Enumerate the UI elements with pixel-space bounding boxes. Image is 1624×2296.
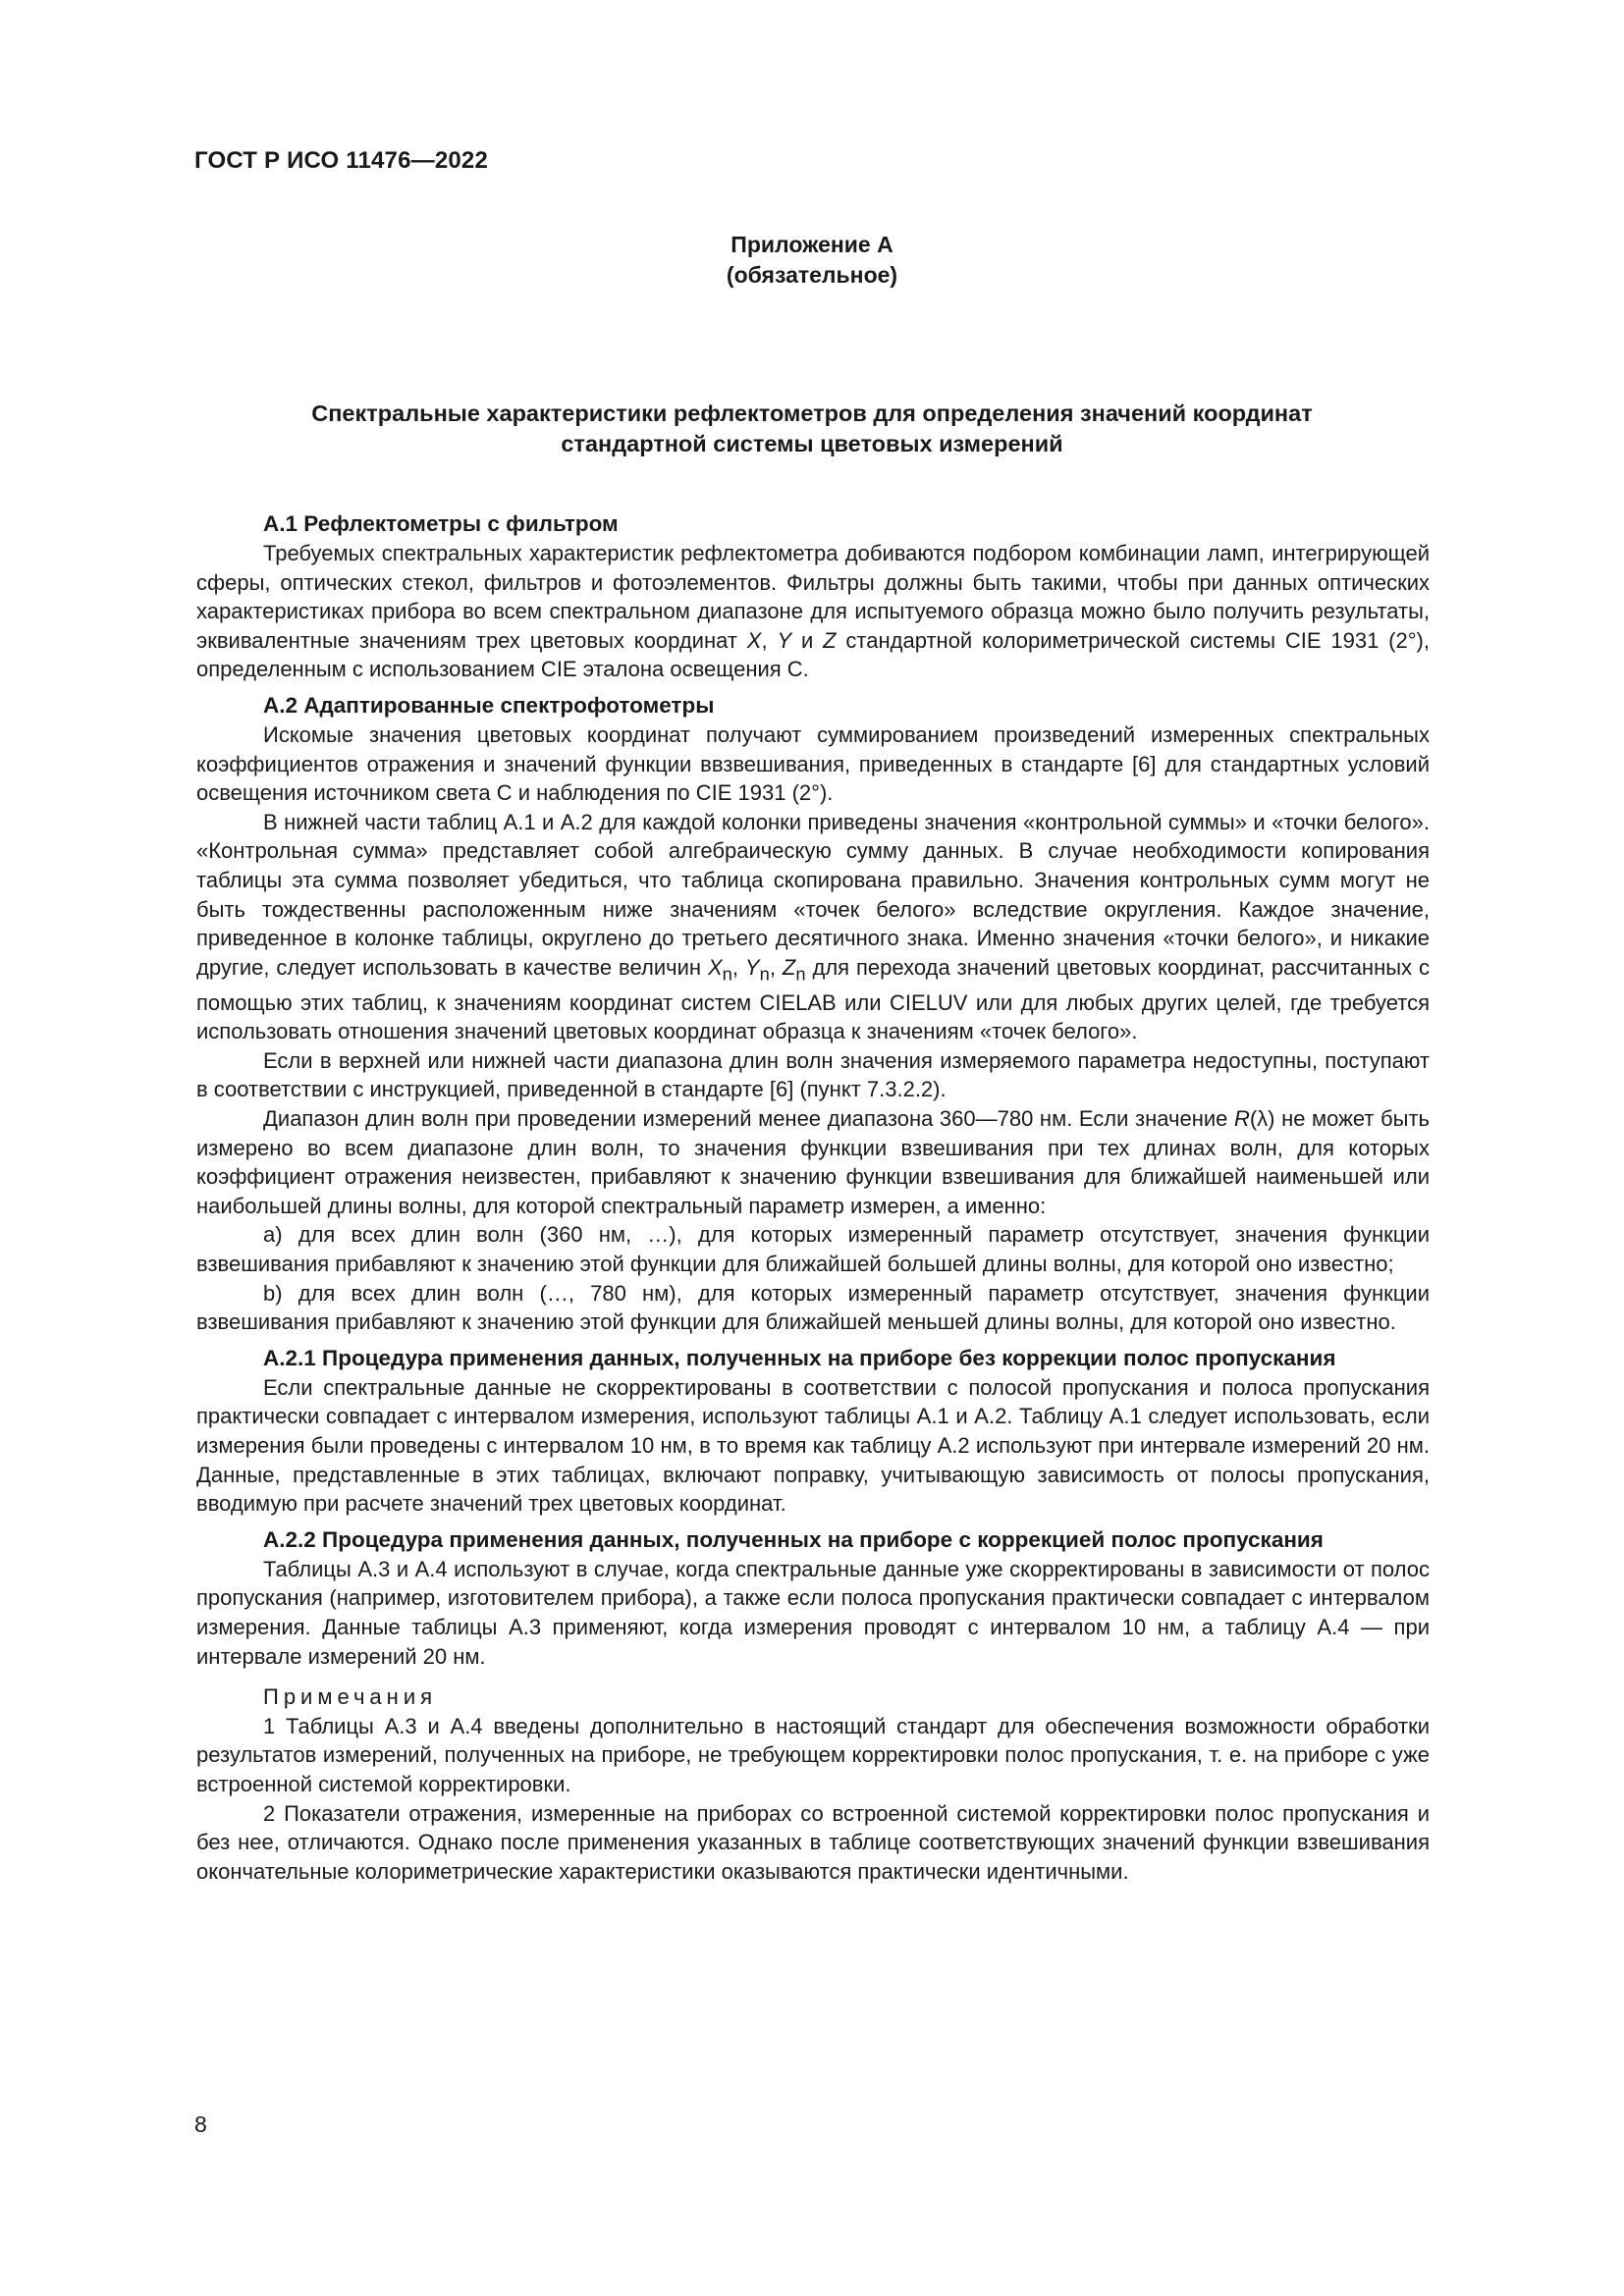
section-a2-paragraph-2: [196, 808, 1430, 1046]
text-span: Требуемых спектральных характеристик рефлектометра добиваются подбором комбинации ламп, интегрирующей сферы, оптических стекол, фильтров и фотоэлементов. Фильтры должны быть такими, чтобы при данных оптических характеристиках прибора во всем спектральном диапазоне для испытуемого образца можно было получить результаты, эквивалентные значениям трех цветовых координат: [196, 541, 1430, 653]
text-span: для перехода значений цветовых координат, рассчитанных с помощью этих таблиц, к значениям координат систем CIELAB или CIELUV или для любых других целей, где требуется использовать отношения значений цветовых координат образца к значениям «точек белого».: [196, 954, 1430, 1044]
text-span: и: [791, 627, 824, 653]
section-a2-paragraph-3: Если в верхней или нижней части диапазона длин волн значения измеряемого параметра недоступны, поступают в соответствии с инструкцией, приведенной в стандарте [6] (пункт 7.3.2.2).: [196, 1047, 1430, 1102]
annex-heading: [0, 230, 1624, 291]
subscript-n: n: [722, 963, 732, 985]
section-a1-paragraph: [196, 539, 1430, 684]
text-span: ,: [761, 627, 778, 653]
section-a2-paragraph-4: [196, 1104, 1430, 1220]
note-1: 1 Таблицы А.3 и А.4 введены дополнительно в настоящий стандарт для обеспечения возможности обработки результатов измерений, полученных на приборе, не требующем корректировки полос пропускания, т. е. на приборе с уже встроенной системой корректировки.: [196, 1713, 1430, 1796]
main-title-line-1: Спектральные характеристики рефлектометров для определения значений координат: [311, 400, 1313, 426]
list-item-b: b) для всех длин волн (…, 780 нм), для которых измеренный параметр отсутствует, значения функции взвешивания прибавляют к значению этой функции для ближайшей меньшей длины волны, для которой оно известно.: [196, 1280, 1430, 1335]
variable-z: Z: [823, 627, 837, 653]
section-a2-paragraph-1: Искомые значения цветовых координат получают суммированием произведений измеренных спектральных коэффициентов отражения и значений функции ввзвешивания, приведенных в стандарте [6] для стандартных условий освещения источником света С и наблюдения по CIE 1931 (2°).: [196, 721, 1430, 806]
main-title-line-2: стандартной системы цветовых измерений: [561, 431, 1063, 456]
notes-heading: Примечания: [263, 1684, 438, 1710]
variable-y: Y: [777, 627, 792, 653]
section-a1-heading: А.1 Рефлектометры с фильтром: [263, 511, 619, 536]
annex-title: Приложение А: [731, 232, 893, 257]
text-span: Диапазон длин волн при проведении измерений менее диапазона 360—780 нм. Если значение: [263, 1106, 1234, 1132]
annex-status: (обязательное): [726, 262, 898, 288]
section-a2-heading: А.2 Адаптированные спектрофотометры: [263, 692, 715, 718]
text-span: не может быть измерено во всем диапазоне длин волн, то значения функции взвешивания при тех длинах волн, для которых коэффициент отражения неизвестен, прибавляют к значению функции взвешивания для ближайшей наименьшей или наибольшей длины волны, для которой спектральный параметр измерен, а именно:: [196, 1106, 1430, 1218]
section-a21-heading: А.2.1 Процедура применения данных, полученных на приборе без коррекции полос пропускания: [263, 1345, 1336, 1370]
variable-r: R: [1233, 1106, 1250, 1132]
section-a22-heading: А.2.2 Процедура применения данных, полученных на приборе с коррекцией полос пропускания: [263, 1526, 1324, 1552]
variable-xn: X: [707, 954, 723, 980]
subscript-n: n: [795, 963, 806, 985]
section-a21-paragraph: Если спектральные данные не скорректированы в соответствии с полосой пропускания и полоса пропускания практически совпадает с интервалом измерения, используют таблицы А.1 и А.2. Таблицу А.1 следует использовать, если измерения были проведены с интервалом 10 нм, в то время как таблицу А.2 используют при интервале измерений 20 нм. Данные, представленные в этих таблицах, включают поправку, учитывающую зависимость от полосы пропускания, вводимую при расчете значений трех цветовых координат.: [196, 1374, 1430, 1517]
subscript-n: n: [759, 963, 770, 985]
note-2: 2 Показатели отражения, измеренные на приборах со встроенной системой корректировки полос пропускания и без нее, отличаются. Однако после применения указанных в таблице соответствующих значений функции взвешивания окончательные колориметрические характеристики оказываются практически идентичными.: [196, 1800, 1430, 1884]
standard-designation: ГОСТ Р ИСО 11476—2022: [194, 147, 489, 174]
variable-yn: Y: [744, 954, 760, 980]
variable-x: X: [746, 627, 762, 653]
text-span: В нижней части таблиц А.1 и А.2 для каждой колонки приведены значения «контрольной суммы» и «точки белого». «Контрольная сумма» представляет собой алгебраическую сумму данных. В случае необходимости копирования таблицы эта сумма позволяет убедиться, что таблица скопирована правильно. Значения контрольных сумм могут не быть тождественны расположенным ниже значениям «точек белого» вследствие округления. Каждое значение, приведенное в колонке таблицы, округлено до третьего десятичного знака. Именно значения «точки белого», и никакие другие, следует использовать в качестве величин: [196, 809, 1430, 980]
text-span: стандартной колориметрической системы CIE 1931 (2°), определенным с использованием CIE эталона освещения С.: [196, 627, 1430, 682]
variable-zn: Z: [782, 954, 796, 980]
text-span: ,: [731, 954, 745, 980]
text-span: ,: [769, 954, 783, 980]
document-body: [196, 509, 1430, 1886]
text-span: (λ): [1249, 1106, 1275, 1132]
page-number: 8: [194, 2111, 207, 2137]
list-item-a: а) для всех длин волн (360 нм, …), для которых измеренный параметр отсутствует, значения функции взвешивания прибавляют к значению этой функции для ближайшей большей длины волны, для которой оно известно;: [196, 1222, 1430, 1277]
section-a22-paragraph: Таблицы А.3 и А.4 используют в случае, когда спектральные данные уже скорректированы в зависимости от полос пропускания (например, изготовителем прибора), а также если полоса пропускания практически совпадает с интервалом измерения. Данные таблицы А.3 применяют, когда измерения проводят с интервалом 10 нм, а таблицу А.4 — при интервале измерений 20 нм.: [196, 1556, 1430, 1669]
annex-main-title: [196, 399, 1428, 459]
